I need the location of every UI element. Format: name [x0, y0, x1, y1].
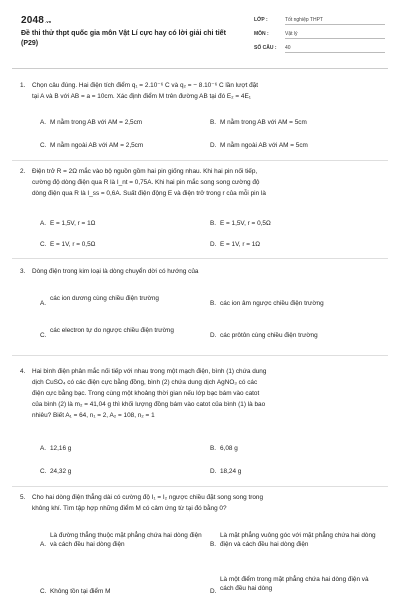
- question-line: dòng điện qua R là I_ss = 0,6A. Suất điện động E và điện trở trong r của mỗi pin là: [32, 190, 266, 197]
- option-text: E = 1V, r = 1Ω: [220, 241, 261, 248]
- option-text: Không tồn tại điểm M: [50, 588, 111, 595]
- site-logo[interactable]: [21, 15, 51, 26]
- option-text: các ion âm ngược chiều điện trường: [220, 300, 324, 307]
- option-letter: A.: [40, 300, 47, 307]
- question-divider: [12, 258, 388, 259]
- question-text: [32, 266, 392, 277]
- meta-value: Vật lý: [285, 31, 385, 39]
- option-letter: A.: [40, 220, 47, 227]
- option-text: 12,16 g: [50, 445, 72, 452]
- option-letter: B.: [210, 119, 217, 126]
- option-text: Là mặt phẳng vuông góc với mặt phẳng chứa hai dòng điện và cách đều hai dòng điện: [220, 532, 376, 548]
- question-line: Điện trở R = 2Ω mắc vào bộ nguồn gồm hai pin giống nhau. Khi hai pin nối tiếp,: [32, 168, 258, 175]
- question-number: 1.: [20, 82, 26, 89]
- option-letter: B.: [210, 541, 217, 548]
- option-text: Là đường thẳng thuộc mặt phẳng chứa hai dòng điện và cách đều hai dòng điện: [50, 532, 202, 548]
- question-divider: [12, 160, 388, 161]
- option-letter: D.: [210, 241, 217, 248]
- option-letter: B.: [210, 445, 217, 452]
- option-text: 6,08 g: [220, 445, 238, 452]
- meta-value: 40: [285, 45, 385, 53]
- question-line: Hai bình điện phân mắc nối tiếp với nhau trong một mạch điện, bình (1) chứa dung: [32, 368, 267, 375]
- question-text: [32, 166, 392, 199]
- question-text: [32, 366, 392, 421]
- option-letter: D.: [210, 332, 217, 339]
- option-letter: C.: [40, 332, 47, 339]
- question-line: dịch CuSO₄ có các điện cực bằng đồng, bình (2) chứa dung dịch AgNO₃ có các: [32, 379, 258, 386]
- option-letter: C.: [40, 241, 47, 248]
- question-divider: [12, 355, 388, 356]
- option-letter: C.: [40, 142, 47, 149]
- option-letter: D.: [210, 468, 217, 475]
- question-line: Chọn câu đúng. Hai điện tích điểm q₁ = 2.10⁻⁶ C và q₂ = − 8.10⁻⁶ C lần lượt đặt: [32, 82, 259, 89]
- option-letter: D.: [210, 588, 217, 595]
- option-text: M nằm trong AB với AM = 2,5cm: [50, 119, 143, 126]
- meta-key: LỚP :: [254, 17, 268, 23]
- option-letter: A.: [40, 119, 47, 126]
- option-text: E = 1,5V, r = 1Ω: [50, 220, 96, 227]
- option-letter: B.: [210, 300, 217, 307]
- question-line: của bình (2) là m₂ = 41,04 g thì khối lượng đồng bám vào catot của bình (1) là bao: [32, 401, 266, 408]
- question-line: không khí. Tìm tập hợp những điểm M có cảm ứng từ tại đó bằng 0?: [32, 505, 227, 512]
- question-number: 5.: [20, 494, 26, 501]
- option-text: Là một điểm trong mặt phẳng chứa hai dòng điện và cách đều hai dòng: [220, 576, 369, 592]
- option-text: M nằm ngoài AB với AM = 2,5cm: [50, 142, 144, 149]
- page-header: [0, 0, 400, 64]
- question-line: Dòng điện trong kim loại là dòng chuyển dời có hướng của: [32, 268, 199, 275]
- option-letter: D.: [210, 142, 217, 149]
- meta-key: MÔN :: [254, 31, 269, 37]
- question-line: Cho hai dòng điện thẳng dài có cường độ I₁ = I₂ ngược chiều đặt song song trong: [32, 494, 264, 501]
- question-number: 3.: [20, 268, 26, 275]
- page-title: Đề thi thử thpt quốc gia môn Vật Lí cực hay có lời giải chi tiết (P29): [21, 30, 226, 47]
- option-letter: A.: [40, 445, 47, 452]
- option-text: 18,24 g: [220, 468, 242, 475]
- question-text: [32, 492, 392, 514]
- option-letter: B.: [210, 220, 217, 227]
- option-text: M nằm trong AB với AM = 5cm: [220, 119, 307, 126]
- option-text: E = 1V, r = 0,5Ω: [50, 241, 96, 248]
- question-line: tại A và B với AB = a = 10cm. Xác định điểm M trên đường AB tại đó E₂ = 4E₁: [32, 93, 251, 100]
- question-number: 4.: [20, 368, 26, 375]
- option-letter: C.: [40, 588, 47, 595]
- option-text: các prôtôn cùng chiều điện trường: [220, 332, 318, 339]
- header-divider: [12, 68, 388, 69]
- question-divider: [12, 486, 388, 487]
- option-text: các electron tự do ngược chiều điện trường: [50, 327, 174, 334]
- question-line: cường độ dòng điện qua R là I_nt = 0,75A. Khi hai pin mắc song song cường độ: [32, 179, 260, 186]
- option-text: 24,32 g: [50, 468, 72, 475]
- option-text: M nằm ngoài AB với AM = 5cm: [220, 142, 308, 149]
- option-letter: A.: [40, 541, 47, 548]
- option-text: E = 1,5V, r = 0,5Ω: [220, 220, 271, 227]
- question-number: 2.: [20, 168, 26, 175]
- option-text: các ion dương cùng chiều điện trường: [50, 295, 159, 302]
- question-text: [32, 80, 392, 102]
- logo-sub: .vn: [45, 19, 52, 24]
- meta-key: SỐ CÂU :: [254, 45, 277, 51]
- question-line: điện cực bằng bạc. Trong cùng một khoảng thời gian nếu lớp bạc bám vào catot: [32, 390, 260, 397]
- logo-main: 2048: [21, 15, 45, 26]
- question-line: nhiêu? Biết A₁ = 64, n₁ = 2, A₂ = 108, n₂ = 1: [32, 412, 155, 419]
- meta-value: Tốt nghiệp THPT: [285, 17, 385, 25]
- option-letter: C.: [40, 468, 47, 475]
